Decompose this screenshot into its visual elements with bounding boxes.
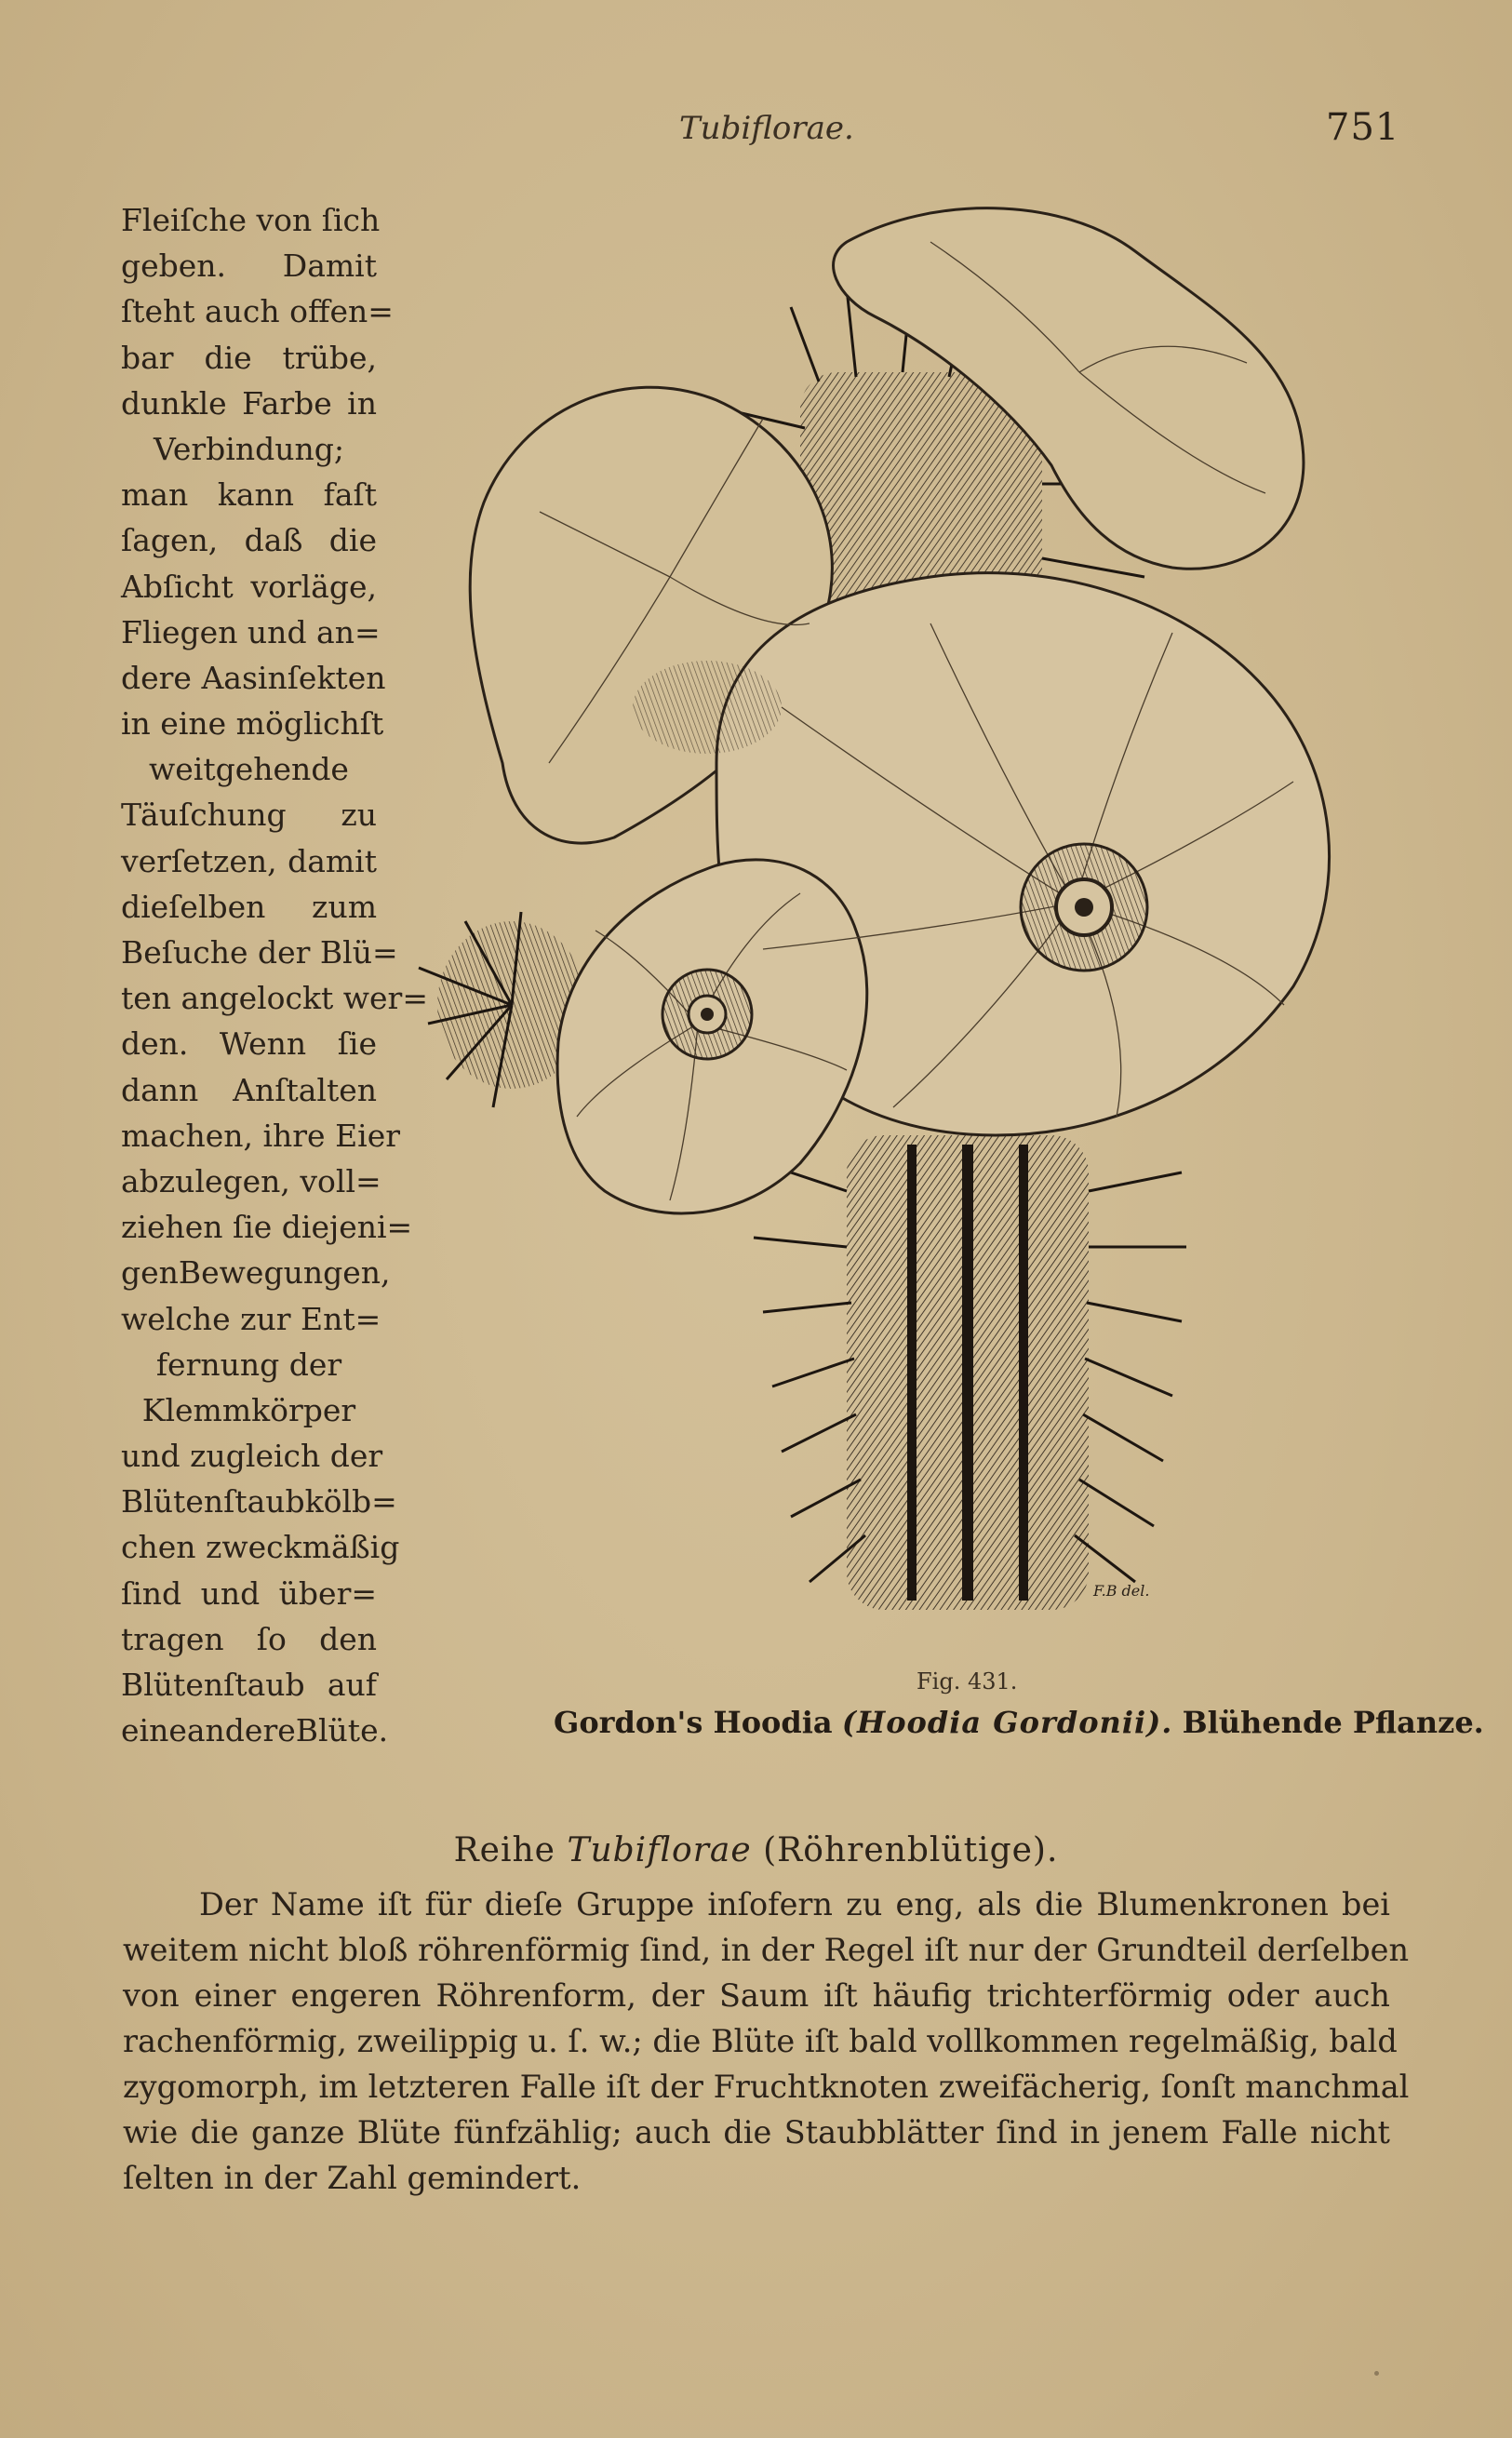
side-line: Klemmkörper [141,1391,356,1428]
section-heading [0,1831,1512,1869]
hoodia-engraving [409,186,1396,1638]
side-line: genBewegungen, [121,1254,391,1292]
paper-speck [1374,2371,1379,2376]
side-line: ſagen, daß die [121,522,377,559]
side-line: geben. Damit [121,248,377,285]
side-line: ſteht auch offen= [121,293,394,330]
side-line: dieſelben zum [121,888,377,925]
running-head [0,106,1512,156]
side-line: welche zur Ent= [121,1300,381,1337]
caption-description: Blühende Pflanze. [1182,1705,1484,1740]
side-line: Blütenſtaub auf [121,1667,377,1703]
side-line: Fleiſche von ſich [121,202,381,238]
side-line: chen zweckmäßig [121,1529,400,1566]
side-line: dere Aasinſekten [121,659,386,696]
body-paragraph [123,1882,1410,2201]
caption-common-name: Gordon's Hoodia [554,1705,833,1740]
section-heading-suffix: (Röhrenblütige). [763,1831,1059,1869]
figure-number: Fig. 431. [917,1668,1018,1695]
side-line: verſetzen, damit [121,842,377,879]
side-line: Blütenſtaubkölb= [121,1483,397,1520]
side-line: ziehen ſie diejeni= [121,1209,413,1246]
body-line: von einer engeren Röhrenform, der Saum iſt häufig trichterförmig oder auch [123,1977,1390,2014]
side-line: abzulegen, voll= [121,1162,381,1199]
side-line: Täuſchung zu [121,797,377,834]
figure-caption [554,1705,1484,1740]
side-line: dann Anſtalten [121,1071,377,1108]
side-line: Verbindung; [154,430,344,467]
side-line: fernung der [155,1346,342,1383]
page-number: 751 [1326,106,1400,149]
side-line: Fliegen und an= [121,613,381,650]
lower-stem [754,1135,1186,1610]
side-line: den. Wenn ſie [121,1025,377,1063]
side-line: weitgehende [149,751,349,788]
side-line: eineandereBlüte. [121,1712,389,1749]
artist-signature: F.B del. [1093,1582,1150,1600]
running-title: Tubiflorae. [679,110,854,147]
section-heading-prefix: Reihe [453,1831,555,1869]
hoodia-illustration [409,186,1396,1638]
side-line: bar die trübe, [121,339,377,376]
body-line: rachenförmig, zweilippig u. ſ. w.; die Blüte iſt bald vollkommen regelmäßig, bald [123,2023,1398,2059]
caption-latin-name: (Hoodia Gordonii). [841,1705,1173,1740]
side-line: man kann faſt [121,476,377,514]
side-line: machen, ihre Eier [121,1117,401,1154]
side-line: dunkle Farbe in [121,384,377,422]
side-line: und zugleich der [121,1438,383,1475]
side-line: ten angelockt wer= [121,980,428,1017]
side-line: Abſicht vorläge, [121,568,377,605]
body-line: Der Name iſt für dieſe Gruppe inſofern zu eng, als die Blumenkronen bei [199,1886,1390,1922]
side-line: tragen ſo den [121,1620,377,1657]
side-line: Beſuche der Blü= [121,934,398,971]
side-line: ſind und über= [121,1574,377,1612]
side-line: in eine möglichſt [121,705,384,743]
side-column-text [121,197,428,1753]
section-heading-latin: Tubiflorae [567,1831,752,1869]
body-line: weitem nicht bloß röhrenförmig ſind, in der Regel iſt nur der Grundteil derſelben [123,1932,1410,1968]
body-line: ſelten in der Zahl gemindert. [123,2160,582,2196]
body-line: zygomorph, im letzteren Falle iſt der Fruchtknoten zweifächerig, ſonſt manchmal [123,2069,1410,2105]
body-line: wie die ganze Blüte fünfzählig; auch die Staubblätter ſind in jenem Falle nicht [123,2114,1390,2150]
